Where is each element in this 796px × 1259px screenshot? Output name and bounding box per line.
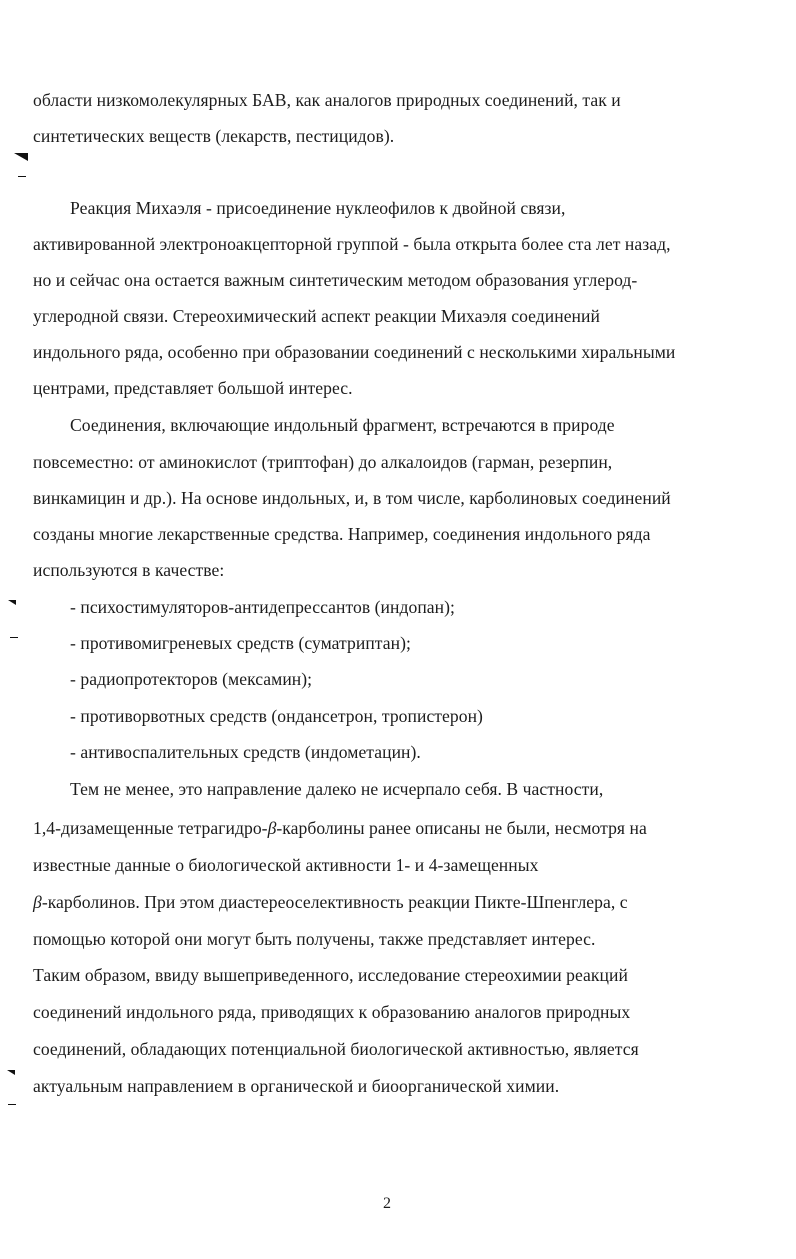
text-segment: 1,4-дизамещенные тетрагидро- (33, 818, 268, 838)
text-line: области низкомолекулярных БАВ, как аналогов природных соединений, так и (33, 90, 621, 110)
margin-tick (18, 176, 26, 177)
margin-tick (8, 1104, 16, 1105)
beta-symbol: β (267, 818, 277, 838)
text-line: Тем не менее, это направление далеко не исчерпало себя. В частности, (70, 779, 604, 799)
text-line (33, 817, 647, 839)
margin-tick (10, 637, 18, 638)
beta-symbol: β (33, 892, 42, 912)
margin-mark-icon (8, 600, 16, 605)
text-line: центрами, представляет большой интерес. (33, 378, 353, 398)
text-segment: -карболины ранее описаны не были, несмотря на (276, 818, 647, 838)
text-line: помощью которой они могут быть получены, также представляет интерес. (33, 929, 596, 949)
text-line: соединений индольного ряда, приводящих к образованию аналогов природных (33, 1002, 631, 1022)
text-line: созданы многие лекарственные средства. Например, соединения индольного ряда (33, 524, 651, 544)
text-line: активированной электроноакцепторной группой - была открыта более ста лет назад, (33, 234, 671, 254)
list-item: - радиопротекторов (мексамин); (70, 669, 313, 689)
text-line: соединений, обладающих потенциальной биологической активностью, является (33, 1039, 639, 1059)
text-line: Соединения, включающие индольный фрагмент, встречаются в природе (70, 415, 615, 435)
text-line: Таким образом, ввиду вышеприведенного, исследование стереохимии реакций (33, 965, 628, 985)
margin-mark-icon (7, 1070, 15, 1075)
list-item: - противомигреневых средств (суматриптан); (70, 633, 411, 653)
text-line: индольного ряда, особенно при образовании соединений с несколькими хиральными (33, 342, 676, 362)
text-line: известные данные о биологической активности 1- и 4-замещенных (33, 855, 539, 875)
text-line: повсеместно: от аминокислот (триптофан) до алкалоидов (гарман, резерпин, (33, 452, 613, 472)
list-item: - антивоспалительных средств (индометацин). (70, 742, 421, 762)
text-segment: -карболинов. При этом диастереоселективность реакции Пикте-Шпенглера, с (41, 892, 628, 912)
list-item: - психостимуляторов-антидепрессантов (индопан); (70, 597, 455, 617)
text-line: но и сейчас она остается важным синтетическим методом образования углерод- (33, 270, 638, 290)
text-line: актуальным направлением в органической и биоорганической химии. (33, 1076, 560, 1096)
text-line: углеродной связи. Стереохимический аспект реакции Михаэля соединений (33, 306, 600, 326)
margin-mark-icon (14, 153, 28, 161)
text-line: синтетических веществ (лекарств, пестицидов). (33, 126, 395, 146)
text-line: винкамицин и др.). На основе индольных, и, в том числе, карболиновых соединений (33, 488, 671, 508)
page-number: 2 (383, 1195, 392, 1212)
text-line: используются в качестве: (33, 560, 225, 580)
text-line: Реакция Михаэля - присоединение нуклеофилов к двойной связи, (70, 198, 566, 218)
list-item: - противорвотных средств (ондансетрон, тропистерон) (70, 706, 483, 726)
text-line (33, 891, 628, 913)
